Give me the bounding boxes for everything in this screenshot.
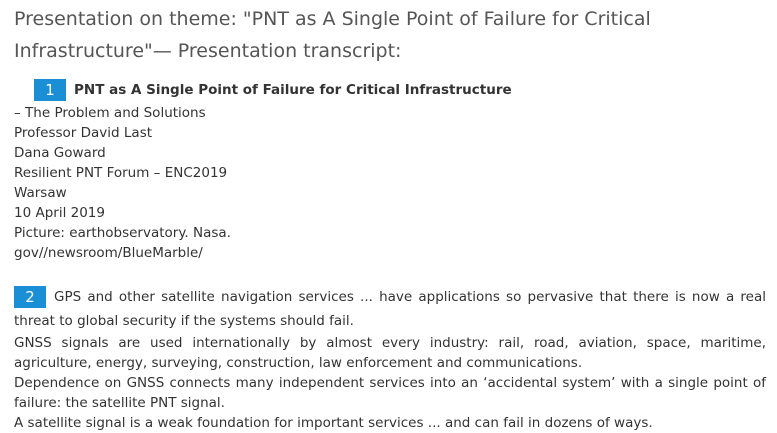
slide-2-lead-text: GPS and other satellite navigation services ... have applications so pervasive that there is now a real threat to global security if the systems should fail.	[14, 289, 766, 329]
slide-1-line: Resilient PNT Forum – ENC2019	[14, 165, 228, 181]
slide-1-line: – The Problem and Solutions	[14, 105, 206, 121]
slide-number-badge[interactable]: 2	[14, 286, 46, 308]
slide-2-lead	[14, 285, 766, 333]
slide-1-header	[14, 79, 766, 101]
slide-1-title: PNT as A Single Point of Failure for Critical Infrastructure	[74, 82, 512, 98]
slide-1-line: 10 April 2019	[14, 205, 105, 221]
slide-number-badge[interactable]: 1	[34, 79, 66, 101]
page-title: Presentation on theme: "PNT as A Single Point of Failure for Critical Infrastructure"— Presentation transcript:	[14, 8, 651, 62]
slide-2-transcript	[14, 285, 766, 433]
slide-1-line: Picture: earthobservatory. Nasa.	[14, 225, 231, 241]
slide-1-transcript	[14, 79, 766, 263]
slide-2-text	[14, 285, 766, 433]
slide-1-text	[14, 103, 766, 263]
slide-2-paragraph: A satellite signal is a weak foundation for important services ... and can fail in dozens of ways.	[14, 415, 653, 431]
slide-1-line: gov//newsroom/BlueMarble/	[14, 245, 203, 261]
slide-1-line: Dana Goward	[14, 145, 106, 161]
slide-1-line: Professor David Last	[14, 125, 153, 141]
slide-2-paragraph: GNSS signals are used internationally by almost every industry: rail, road, aviation, space, maritime, agriculture, energy, surveying, construction, law enforcement and communications.	[14, 335, 766, 371]
slide-2-paragraph: Dependence on GNSS connects many independent services into an ‘accidental system’ with a single point of failure: the satellite PNT signal.	[14, 375, 766, 411]
slide-1-line: Warsaw	[14, 185, 67, 201]
